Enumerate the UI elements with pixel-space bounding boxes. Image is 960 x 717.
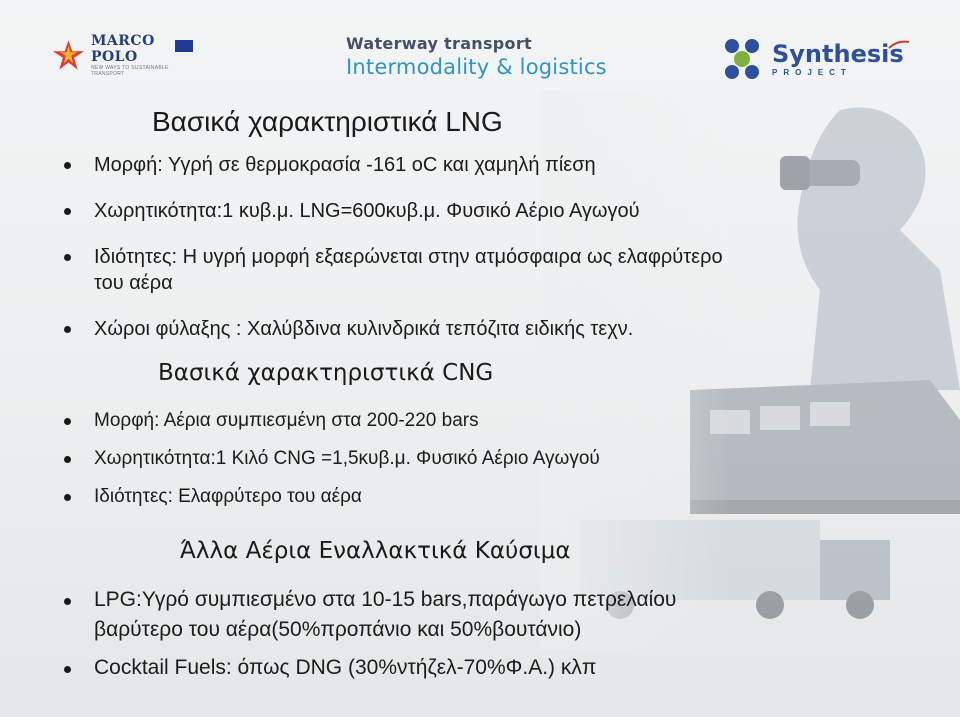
- bullet-icon: [64, 162, 71, 169]
- list-item: Χωρητικότητα:1 κυβ.μ. LNG=600κυβ.μ. Φυσικό Αέριο Αγωγού: [64, 198, 723, 224]
- section-title-cng: Βασικά χαρακτηριστικά CNG: [158, 360, 494, 386]
- bullet-icon: [64, 326, 71, 333]
- synthesis-name: Synthesis: [772, 39, 904, 68]
- marco-polo-name: MARCO POLO: [90, 33, 155, 65]
- bullet-icon: [64, 418, 71, 425]
- eu-flag-icon: [175, 40, 193, 52]
- list-item: Χωρητικότητα:1 Κιλό CNG =1,5κυβ.μ. Φυσικό Αέριο Αγωγού: [64, 446, 600, 471]
- synthesis-sub: PROJECT: [772, 67, 852, 77]
- section-title-lng: Βασικά χαρακτηριστικά LNG: [152, 106, 503, 137]
- list-item: Cocktail Fuels: όπως DNG (30%ντήζελ-70%Φ.Α.) κλπ: [64, 654, 676, 682]
- list-item-continuation: βαρύτερο του αέρα(50%προπάνιο και 50%βουτάνιο): [94, 618, 582, 641]
- list-item: LPG:Υγρό συμπιεσμένο στα 10-15 bars,παράγωγο πετρελαίου: [64, 586, 676, 614]
- list-item: Μορφή: Υγρή σε θερμοκρασία -161 oC και χαμηλή πίεση: [64, 152, 723, 178]
- header-line-2: Intermodality & logistics: [346, 55, 607, 79]
- synthesis-mark-icon: [718, 36, 766, 82]
- bullet-icon: [64, 494, 71, 501]
- header-title-block: [346, 34, 626, 79]
- section-title-other-fuels: Άλλα Αέρια Εναλλακτικά Καύσιμα: [180, 538, 571, 564]
- small-partner-logo-icon: [888, 40, 910, 50]
- header-line-1: Waterway transport: [346, 34, 532, 53]
- cng-bullet-list: [64, 408, 600, 522]
- star-icon: [50, 37, 87, 73]
- list-item-continuation: του αέρα: [94, 272, 173, 294]
- marco-polo-tagline: NEW WAYS TO SUSTAINABLE TRANSPORT: [90, 65, 169, 77]
- synthesis-logo: [718, 36, 918, 82]
- other-fuels-bullet-list: [64, 586, 676, 692]
- list-item: Ιδιότητες: Η υγρή μορφή εξαερώνεται στην ατμόσφαιρα ως ελαφρύτερο: [64, 244, 723, 270]
- bullet-icon: [64, 456, 71, 463]
- bullet-icon: [64, 666, 71, 673]
- list-item: Μορφή: Αέρια συμπιεσμένη στα 200-220 bars: [64, 408, 600, 433]
- lng-bullet-list: [64, 152, 723, 362]
- marco-polo-logo: [50, 33, 198, 77]
- bullet-icon: [64, 254, 71, 261]
- list-item: Ιδιότητες: Ελαφρύτερο του αέρα: [64, 484, 600, 509]
- bullet-icon: [64, 598, 71, 605]
- list-item: Χώροι φύλαξης : Χαλύβδινα κυλινδρικά τεπόζιτα ειδικής τεχν.: [64, 316, 723, 342]
- bullet-icon: [64, 208, 71, 215]
